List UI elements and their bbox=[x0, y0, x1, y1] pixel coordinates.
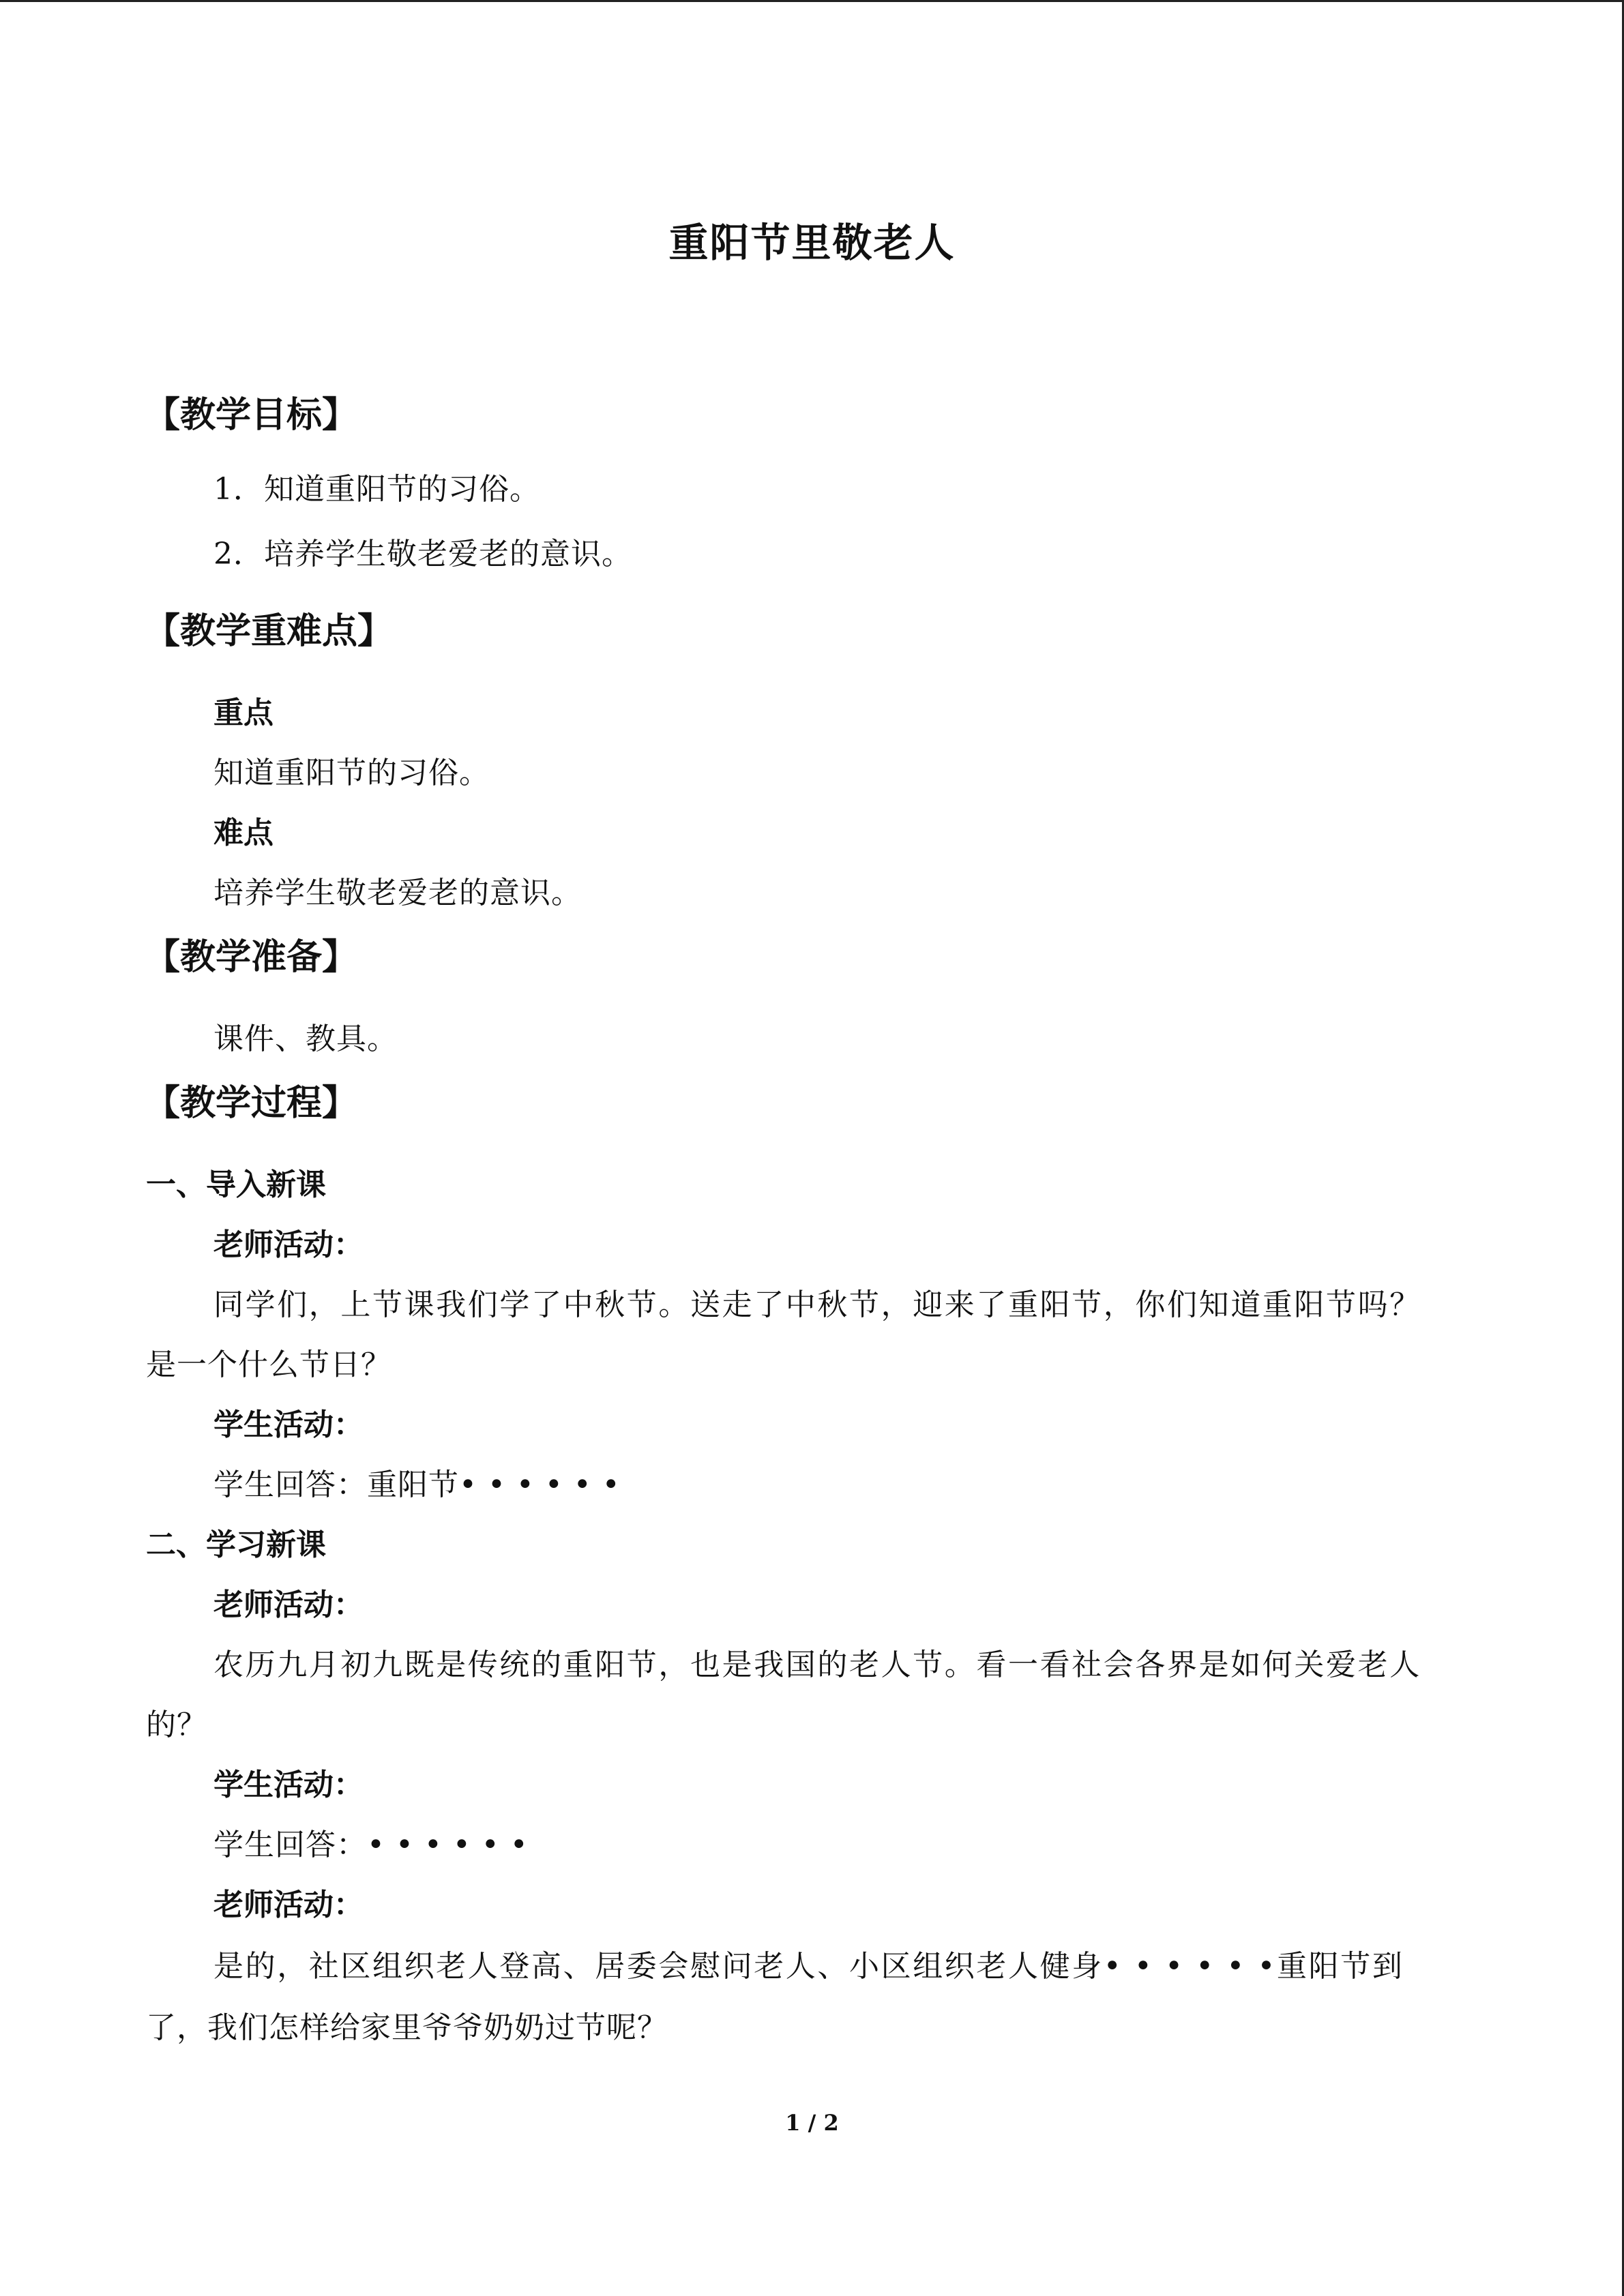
process-part2-heading: 二、学习新课 bbox=[146, 1527, 326, 1562]
part2-student-text: 学生回答：• • • • • • bbox=[213, 1828, 529, 1862]
difficulty-text: 培养学生敬老爱老的意识。 bbox=[213, 876, 582, 910]
section-heading-preparation: 【教学准备】 bbox=[145, 936, 358, 978]
objective-item-2: 2．培养学生敬老爱老的意识。 bbox=[213, 537, 632, 571]
difficulty-label: 难点 bbox=[213, 816, 274, 850]
part2-teacher-text-line2: 的？ bbox=[146, 1708, 207, 1742]
part2-teacher2-text-line2: 了，我们怎样给家里爷爷奶奶过节呢？ bbox=[146, 2010, 668, 2045]
objective-item-1: 1．知道重阳节的习俗。 bbox=[213, 472, 540, 507]
page-number: 1 / 2 bbox=[785, 2110, 839, 2136]
part1-student-label: 学生活动： bbox=[213, 1407, 364, 1442]
part2-teacher2-text-line1: 是的，社区组织老人登高、居委会慰问老人、小区组织老人健身• • • • • •重阳节到 bbox=[213, 1949, 1404, 1984]
section-heading-objectives: 【教学目标】 bbox=[145, 394, 358, 436]
part2-student-label: 学生活动： bbox=[213, 1768, 364, 1802]
document-title: 重阳节里敬老人 bbox=[668, 220, 956, 266]
part1-teacher-text-line2: 是一个什么节日？ bbox=[146, 1347, 392, 1382]
part2-teacher-text-line1: 农历九月初九既是传统的重阳节，也是我国的老人节。看一看社会各界是如何关爱老人 bbox=[213, 1648, 1421, 1682]
section-heading-key-points: 【教学重难点】 bbox=[145, 610, 394, 652]
process-part1-heading: 一、导入新课 bbox=[146, 1167, 326, 1202]
part2-teacher2-label: 老师活动： bbox=[213, 1888, 364, 1922]
focus-label: 重点 bbox=[213, 696, 274, 730]
part1-student-text: 学生回答：重阳节• • • • • • bbox=[213, 1467, 621, 1502]
part1-teacher-text-line1: 同学们，上节课我们学了中秋节。送走了中秋节，迎来了重阳节，你们知道重阳节吗？ bbox=[213, 1287, 1421, 1322]
section-heading-process: 【教学过程】 bbox=[145, 1082, 358, 1124]
preparation-text: 课件、教具。 bbox=[213, 1022, 398, 1056]
focus-text: 知道重阳节的习俗。 bbox=[213, 756, 490, 790]
part2-teacher-label: 老师活动： bbox=[213, 1587, 364, 1622]
part1-teacher-label: 老师活动： bbox=[213, 1227, 364, 1262]
